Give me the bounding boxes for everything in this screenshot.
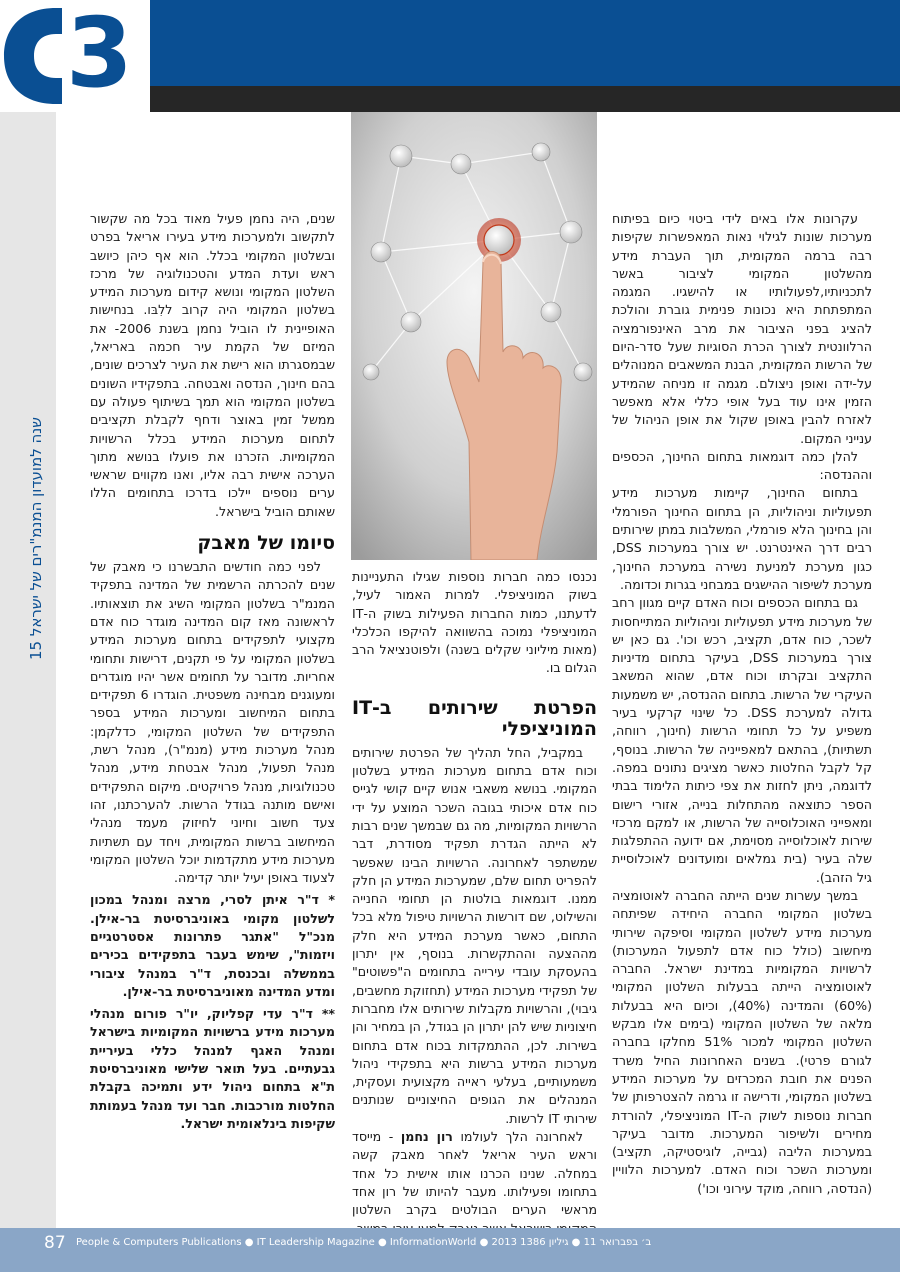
paragraph: גם בתחום הכספים וכוח האדם קיים מגוון רחב של מערכות מידע תפעוליות וניהוליות המתייחסות לשכר, כוח אדם, תקציב, רכש וכו'. גם כאן יש צורך במערכות DSS, בעיקר בתחום מדיניות התקציב ובקרתו וכוח אדם, שהוא המשאב העיקרי של הרשות. בתחום ההנדסה, יש משמעות גדולה למערכת DSS. כל שינוי קרקעי בעיר משפיע על כל תחומי הרשות (חינוך, רווחה, תשתיות), בהתאם למאפייניה של הרשות. בנוסף, קל לקבל החלטות כאשר מציגים נתונים במפה. לדוגמה, ניתן לחזות את צפי כיתות הלימוד בבתי הספר כתוצאה מהתחלות בנייה, אזורי רישום ומאפייני האוכלוסייה של הרשות, או למקם מרכזי שירות לאוכלוסייה מסוימת, אם ידועה ההתפלגות שלה בעיר (בית גמלאים ומועדונים לאוכלוסיית גיל הזהב). bbox=[612, 595, 872, 885]
article-column-right bbox=[612, 210, 872, 1198]
article-column-middle bbox=[352, 568, 597, 1238]
paragraph: לפני כמה חודשים התבשרנו כי מאבק של שנים להכרתה הרשמית של המדינה בתפקיד המנמ"ר בשלטון המקומי השיג את תוצאותיו. לראשונה מאז קום המדינה מוגדר כוח אדם מקצועי לתפקידים בתחום מערכות המידע בשלטון המקומי על פי תקנים, דרישות ותחומי אחריות. מדובר על תחומים אשר יהיו מוגדרים ומעוגנים מבחינה משפטית. הוגדרו 6 תפקידים בתחום המיחשוב ומערכות המידע בספר התפקידים של השלטון המקומי, כדלקמן: מנהל מערכות מידע (מנמ"ר), מנהל רשת, מנהל תפעול, מנהל אבטחת מידע, מנהל טכנולוגיות, מנהל פרויקטים. מיקום התפקידים ואישם מותנה בגודל הרשות. להערכתנו, זהו צעד חשוב וחיוני לחיזוק מעמד מנהלי המיחשוב ברשות המקומית, ויחד עם תשתיות מערכות מידע מתקדמות יוכל השלטון המקומי לצעוד באופן יעיל יותר קדימה. bbox=[90, 559, 335, 886]
section-heading: הפרטת שירותים ב-IT המוניציפלי bbox=[352, 696, 597, 740]
footer-publication-line bbox=[76, 1236, 651, 1250]
section-heading: סיומו של מאבק bbox=[197, 532, 335, 555]
c3-logo bbox=[0, 0, 150, 112]
author-note: * ד"ר איתן לסרי, מרצה ומנהל במכון לשלטון מקומי באוניברסיטת בר-אילן. מנכ"ל "אתגר פתרונות אסטרטגיים ויזמות", שימש בעבר בתפקידים בכירים בממשלה ובכנסת, ד"ר במנהל ציבורי ומדע המדינה מאוניברסיטת בר-אילן. bbox=[90, 892, 335, 999]
paragraph bbox=[352, 1128, 597, 1238]
author-note: ** ד"ר עדי קפליוק, יו"ר פורום מנהלי מערכות מידע ברשויות המקומיות בישראל ומנהל האגף למנהל כללי בעיריית גבעתיים. בעל תואר שלישי מאוניברסיטת ת"א בתחום ניהול ידע ותמיכה בקבלת החלטות מורכבות. חבר ועד מנהל בעמותת שקיפות בינלאומית ישראל. bbox=[90, 1006, 335, 1131]
paragraph: בתחום החינוך, קיימות מערכות מידע תפעוליות וניהוליות, הן בתחום החינוך הפורמלי והן בחינוך הלא פורמלי, המשלבות במתן שירותים רבים דרך האינטרנט. יש צורך במערכות DSS, כגון מערכת למניעת נשירה במערכת החינוך, מערכת לשיפור ההישגים במבחני בגרות וכדומה. bbox=[612, 485, 872, 592]
page-number: 87 bbox=[44, 1233, 66, 1253]
paragraph: במקביל, החל תהליך של הפרטת שירותים וכוח אדם בתחום מערכות המידע בשלטון המקומי. בנושא משאבי אנוש קיים קושי לגייס כוח אדם איכותי בגובה השכר המוצע על ידי הרשויות המקומיות, מה גם שבמשך שנים רבות לא הייתה הגדרת תפקיד מסודרת, דבר שמשתפר לאחרונה. הרשויות הבינו שאפשר להפריט תחום שלם, שמערכות המידע הן חלק ממנו. דוגמאות בולטות הן תחומי החנייה והשילוט, שם דורשות הרשויות טיפול מלא בכל התחום, כאשר מערכת המידע היא חלק מההצעה וההתקשרות. בנוסף, אין יתרון בהעסקת עובדי עירייה בתחומים ה"פשוטים" של תפקידי מערכות המידע (תחזוקת מחשבים, גיבוי), והרשויות מקבלות שירותים אלו מחברות חיצוניות שיש להן יתרון הן בגודל, הן במחיר והן בשירות. לכן, ההתמקדות בכוח אדם בתחום מערכות המידע ברשות היא בתפקידי ניהול משמעותיים, בעלעי ראייה מקצועית ועסקית, המנהלים את הגופים החיצוניים שנותנים שירותי IT לרשות. bbox=[352, 744, 597, 1126]
header-dark-bar bbox=[60, 86, 900, 112]
svg-text:3: 3 bbox=[66, 0, 133, 109]
vertical-title-text: 15 שנה למועדון המנמ"רים של ישראל bbox=[27, 417, 45, 660]
paragraph-text: לאחרונה הלך לעולמו bbox=[452, 1129, 583, 1145]
page-footer bbox=[0, 1228, 900, 1272]
paragraph-text: - מייסד וראש העיר אריאל לאחר מאבק קשה במחלה. שנינו הכרנו אותו אישית כל אחד בתחומו ופעילותו. מעבר להיותו של רון אחד מראשי הערים הבולטים בקרב השלטון bbox=[352, 1129, 597, 1218]
footer-line-text: People & Computers Publications ● IT Leadership Magazine ● InformationWorld ● 2013 ב׳ בפברואר 11 ● גיליון 1386 bbox=[76, 1237, 652, 1248]
vertical-series-title bbox=[24, 100, 48, 660]
paragraph: במשך עשרות שנים הייתה החברה לאוטומציה בשלטון המקומי החברה היחידה שפיתחה מערכות מידע לשלטון המקומי וסיפקה שירותי מיחשוב (כולל כוח אדם לתפעול המערכות) לרשויות המקומיות במדינת ישראל. החברה לאוטומציה הייתה בבעלות השלטון המקומי (60%) והמדינה (40%), וכיום היא בבעלות מלאה של השלטון המקומי (בימים אלו מבקש השלטון המקומי למכור 51% מחלקו בחברה לגורם פרטי). בשנים האחרונות החיל משרד הפנים את חובת המכרזים על מערכות המידע בשלטון המקומי, ודרישה זו גרמה להצטרפותן של חברות נוספות לשוק ה-IT המוניציפלי, להורדת מחירים ולשיפור המערכות. מדובר בעיקר במערכות הליבה (גבייה, לוגיסטיקה, תקציב) ומערכות השכר וכוח האדם. למערכות הלוויין (הנדסה, רווחה, מוקד עירוני וכו') bbox=[612, 887, 873, 1196]
paragraph: עקרונות אלו באים לידי ביטוי כיום בפיתוח מערכות שונות לגילוי נאות המאפשרות שקיפות רבה ברמה המקומית, תוך העברת מידע מהשלטון המקומי לציבור באשר לתכניותיו,לפעולותיו או להישגיו. המגמה המתפתחת היא נכונות פנימית גוברת והולכת להציג בפני הציבור את מרב האינפורמציה הרלוונטית לצורך הכרת הסוגיות שעל סדר-היום של הרשות המקומית, הבנת המשאבים המנוהלים על-ידה ואופן ניצולם. מגמה זו מניחה שהמידע הזמין אינו עוד בעל אופי כללי אלא מאפשר לאזרח להבין באופן שקול את אופן הניהול של ענייני המקום. bbox=[612, 211, 872, 446]
header-banner bbox=[60, 0, 900, 86]
article-column-left bbox=[90, 210, 335, 1133]
person-name: רון נחמן bbox=[400, 1129, 453, 1145]
paragraph: נכנסו כמה חברות נוספות שגילו התעניינות בשוק המוניציפלי. למרות האמור לעיל, לדעתנו, כמות החברות הפעילות בשוק ה-IT המוניציפלי נמוכה בהשוואה להיקפו הכלכלי (מאות מיליוני שקלים בשנה) ולפוטנציאל הרב הגלום בו. bbox=[352, 569, 597, 676]
hand-touching-network-photo bbox=[351, 112, 597, 560]
paragraph: להלן כמה דוגמאות בתחום החינוך, הכספים וההנדסה: bbox=[612, 448, 872, 483]
paragraph: שנים, היה נחמן פעיל מאוד בכל מה שקשור לתקשוב ולמערכות מידע בעירו אריאל בפרט ובשלטון המקומי בכלל. הוא אף כיהן כיושב ראש ועדת המדע והטכנולוגיה של מרכז השלטון המקומי ונושא קידום מערכות המידע בשלטון המקומי היה קרוב ללִבּו. בנחישות האופיינית לו הוביל נחמן בשנת 2006- את המיזם של הקמת עיר חכמה באריאל, שבמסגרתו הוא רישת את העיר לצרכים שונים, בהם חינוך, הנדסה ואבטחה. בתפקידיו השונים בשלטון המקומי הוא תמך בשיתוף פעולה עם ממשל זמין באוצר ודחף לקבלת תקציבים לתחום מערכות המידע בכלל הרשויות המקומיות. הזכרנו את פועלו בנושא מתוך הערכה אישית רבה אליו, ואנו מקווים שראשי ערים נוספים יילכו בדרכו בתחומים הללו שאותם הוביל בישראל. bbox=[90, 211, 335, 519]
